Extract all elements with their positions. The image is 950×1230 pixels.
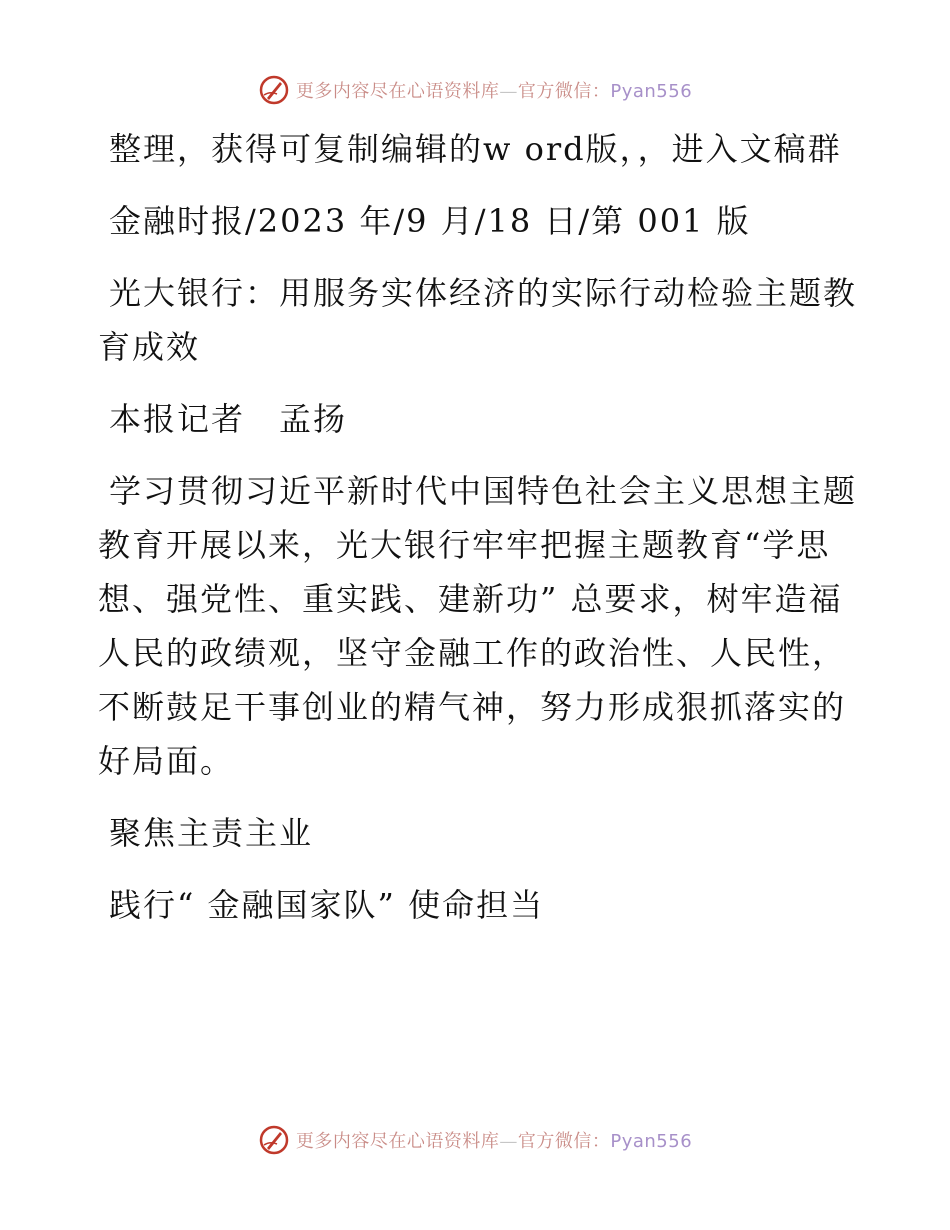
article-title: 光大银行：用服务实体经济的实际行动检验主题教育成效 [98, 274, 858, 366]
watermark-text [296, 1127, 692, 1153]
byline: 本报记者 孟扬 [109, 400, 348, 438]
watermark-wechat-id: Pyan556 [610, 1131, 693, 1152]
watermark-label: 官方微信： [517, 81, 611, 102]
section-heading: 聚焦主责主业 [109, 814, 314, 852]
intro-paragraph: 整理，获得可复制编辑的w ord版，，进入文稿群 [109, 130, 842, 168]
quill-seal-logo-icon [258, 74, 290, 106]
section-subheading: 践行“ 金融国家队” 使命担当 [109, 886, 545, 924]
header-watermark [0, 70, 950, 110]
watermark-label: 官方微信： [517, 1131, 611, 1152]
watermark-cn: 更多内容尽在心语资料库 [295, 1131, 500, 1152]
watermark-dash: — [499, 81, 518, 102]
body-paragraph: 学习贯彻习近平新时代中国特色社会主义思想主题教育开展以来，光大银行牢牢把握主题教育“学思想、强党性、重实践、建新功” 总要求，树牢造福人民的政绩观，坚守金融工作的政治性、人民性，不断鼓足干事创业的精气神，努力形成狠抓落实的好局面。 [98, 472, 858, 780]
watermark-cn: 更多内容尽在心语资料库 [295, 81, 500, 102]
footer-watermark [0, 1120, 950, 1160]
quill-seal-logo-icon [258, 1124, 290, 1156]
watermark-dash: — [499, 1131, 518, 1152]
watermark-wechat-id: Pyan556 [610, 81, 693, 102]
document-body [98, 122, 858, 932]
watermark-text [296, 77, 692, 103]
source-line: 金融时报/2023 年/9 月/18 日/第 001 版 [109, 202, 751, 240]
